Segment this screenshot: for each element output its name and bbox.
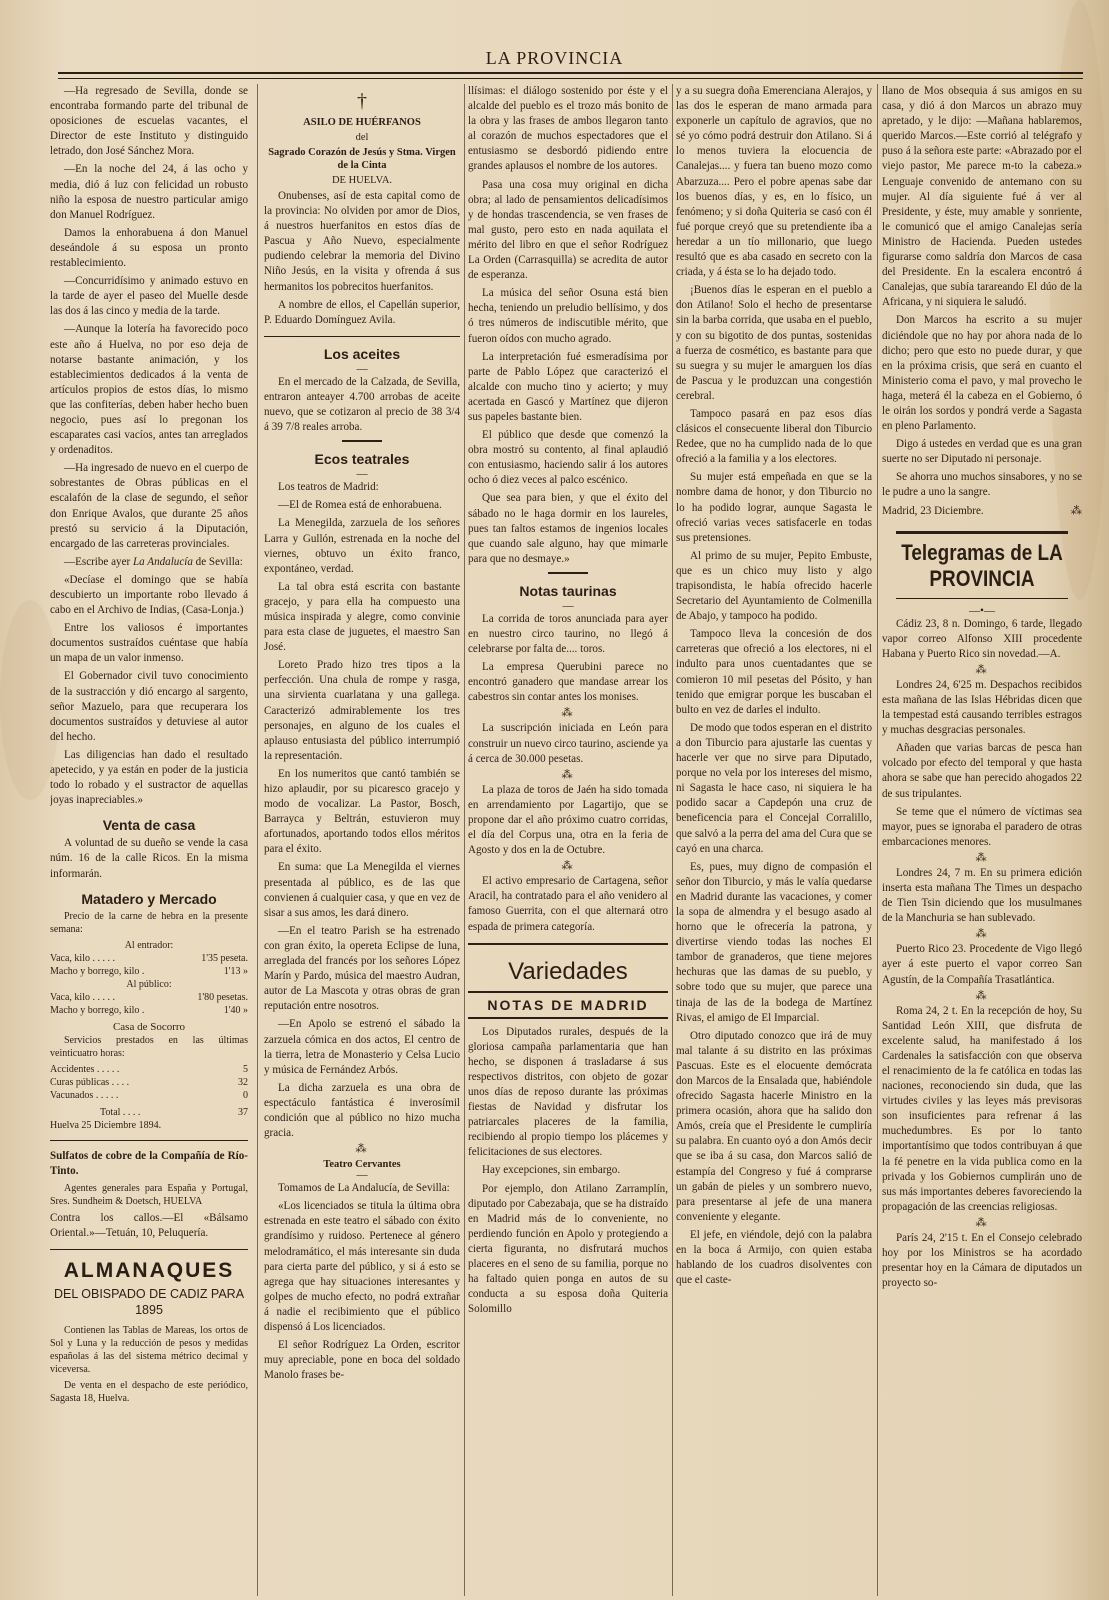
news-item: «Los licenciados se titula la última obra estrenada en este teatro el sábado con éxito grandísimo y ruidoso. Pertenece al género melodramático, el más interesante sin duda para cierta parte del público, y si á esto se agrega que hay situaciones interesantes y golpes de mucho efecto, no podrá extrañar á nadie el recibimiento que el público dispensó á Los licenciados. [264, 1200, 460, 1333]
news-item: Entre los valiosos é importantes documentos sustraídos cuéntase que había un mapa de un valor inmenso. [50, 622, 248, 665]
news-item: Por ejemplo, don Atilano Zarramplín, diputado por Cabezabaja, que se ha distraído en Madrid más de lo conveniente, no perdiendo función en Apolo y protegiendo a cierta figuranta, no disfrutará muchos placeres en el seno de su familia, porque no ha faltado quien ponga en autos de su conducta a su esposa doña Quiteria Solomillo [468, 1182, 668, 1316]
news-item: —En el teatro Parish se ha estrenado con gran éxito, la opereta Eclipse de luna, arreglada del francés por los señores López Marín y Pardo, música del maestro Audran, autor de La Mascota y otras obras de gran reputación entre nosotros. [264, 924, 460, 1013]
news-item: La suscripción iniciada en León para construir un nuevo circo taurino, asciende ya á cerca de 30.000 pesetas. [468, 722, 668, 765]
column-divider [877, 84, 878, 1596]
news-item: Es, pues, muy digno de compasión el señor don Tiburcio, y más le valía quedarse en Madrid durante las vacaciones, y comer la sopa de almendra y el besugo asado al horno que le ofrecería la patrona, y divertirse viendo todas las noches El tambor de granaderos, que tiene mejores hechuras que las damas de su pueblo, y sobre todo que su mujer, que parece una tinaja de las de la bodega de Martínez Rivas, el amigo de El Imparcial. [676, 860, 872, 1024]
section-heading-large: Variedades [508, 957, 628, 985]
divider [342, 440, 382, 442]
asterism-icon: ⁂ [975, 663, 989, 676]
news-item: Tampoco lleva la concesión de dos carreteras que ofreció a los electores, ni el indulto para unos cuentadantes que se comieron 10 mil pesetas del Pósito, y han tenido que emigrar porque les buscaban el bulto en vez de darles el indulto. [676, 628, 872, 716]
masthead: LA PROVINCIA [485, 48, 624, 68]
column-3: llísimas: el diálogo sostenido por éste y el alcalde del pueblo es el trozo más bonito de la obra y las frases de ambos llegaron tanto al corazón de muchos espectadores que el entusiasmo se desbordó pidiendo entre grandes aplausos el nombre de los autores. Pasa una cosa muy original en dicha obra; al lado de pensamientos delicadísimos y de hondas trascendencia, se ven frases de mal gusto, pero esto en nada aquilata el mérito del libro en que el señor Rodríguez La Orden (Carrasquilla) se acredita de autor de esperanza. La música del señor Osuna está bien hecha, teniendo un preludio bellísimo, y dos ó tres números de indiscutible mérito, que fueron oídos con mucho agrado. La interpretación fué esmeradísima por parte de Pablo López que caracterizó el alcalde con mucho tino y acierto; y muy acertada en Gascó y Martínez que dijeron sus papeles bastante bien. El público que desde que comenzó la obra mostró su contento, al final aplaudió con entusiasmo, haciendo salir á los autores ocho ó diez veces al palco escénico. Que sea para bien, y que el éxito del sábado no le haga dormir en los laureles, pues tan faltos estamos de ingenios locales que cuando sale alguno, hay que mimarle para que no desmaye.» Notas taurinas — La corrida de toros anunciada para ayer en nuestro circo taurino, no llegó á celebrarse por falta de.... toros. La empresa Querubini parece no encontró ganadero que mandase arrear los cabestros sin contar antes los monises. ⁂ La suscripción iniciada en León para construir un nuevo circo taurino, asciende ya á cerca de 30.000 pesetas. ⁂ La plaza de toros de Jaén ha sido tomada en arrendamiento por Lagartijo, que se propone dar el año próximo cuatro corridas, el día del Corpus una, otra en la feria de Agosto y dos en la de Octubre. ⁂ El activo empresario de Cartagena, señor Aracil, ha contratado para el año venidero al famoso Guerrita, con el que alternará otro espada de primera categoría. Variedades NOTAS DE MADRID Los Diputados rurales, después de la gloriosa campaña parlamentaria que han hecho, se disponen á trasladarse á sus respectivos distritos, con objeto de gozar unos días de reposo durante las próximas fiestas de Navidad y disfrutar los patriarcales placeres de la familia, recibiendo al propio tiempo los plácemes y felicitaciones de sus electores. Hay excepciones, sin embargo. Por ejemplo, don Atilano Zarramplín, diputado por Cabezabaja, que se ha distraído en Madrid más de lo conveniente, no perdiendo función en Apolo y protegiendo a cierta figuranta, no disfrutará muchos placeres en el seno de su familia, porque no ha faltado quien ponga en autos de su conducta a su esposa doña Quiteria Solomillo [468, 84, 668, 1596]
news-item: llísimas: el diálogo sostenido por éste y el alcalde del pueblo es el trozo más bonito de la obra y las frases de ambos llegaron tanto al corazón de muchos espectadores que el entusiasmo se desbordó pidiendo entre grandes aplausos el nombre de los autores. [468, 85, 668, 173]
news-item: Se ahorra uno muchos sinsabores, y no se le pudre a uno la sangre. [882, 471, 1082, 499]
telegram: Londres 24, 6'25 m. Despachos recibidos esta mañana de las Islas Hébridas dicen que la tempestad está causando terribles estragos y muchas desgracias personales. [882, 678, 1082, 737]
telegram: Puerto Rico 23. Procedente de Vigo llegó ayer á este puerto el vapor correo San Agustín, de la Compañía Trasatlántica. [882, 943, 1082, 986]
news-item: La corrida de toros anunciada para ayer en nuestro circo taurino, no llegó á celebrarse por falta de.... toros. [468, 612, 668, 656]
news-item: Loreto Prado hizo tres tipos a la perfección. Una chula de rompe y rasga, una sirvienta cuarlatana y una gallega. Caracterizó admirablemente los tres personajes, en alguno de los cuales el aplauso entusiasta del público interrumpió la representación. [264, 659, 460, 762]
almanac-subtitle: DEL OBISPADO DE CADIZ PARA 1895 [53, 1286, 245, 1317]
column-5: llano de Mos obsequia á sus amigos en su casa, y dió á don Marcos un abrazo muy apretado, y le dijo: —Mañana hablaremos, querido Marcos.—Este corrió al telégrafo y puso á la señora este parte: «Abrazado por el viejo pastor, Me parece m-to la cabeza.» Lenguaje convenido de antemano con su mujer. Al día siguiente fué á ver al Presidente, y éste, muy amable y sonriente, le comunicó que el amigo Canalejas sería Ministro de Hacienda. Pueden ustedes figurarse como saldría don Marcos de casa del Presidente. En la escalera encontró á Canalejas, que subía tarareando El dúo de la Africana, y ni siquiera le saludó. Don Marcos ha escrito a su mujer diciéndole que no hay por ahora nada de lo dicho; pero que esto no puede durar, y que en la próxima crisis, que será en cuanto el Ministerio coma el pavo, y mal provecho le haga, meterá él la cabeza en el Gobierno, ó le oirán los sordos y pondrá verde a Sagasta en pleno Parlamento. Digo á ustedes en verdad que es una gran suerte no ser Diputado ni personaje. Se ahorra uno muchos sinsabores, y no se le pudre a uno la sangre. Madrid, 23 Diciembre. ⁂ Telegramas de LA PROVINCIA —•— Cádiz 23, 8 n. Domingo, 6 tarde, llegado vapor correo Alfonso XIII procedente Habana y Puerto Rico sin novedad.—A. ⁂ Londres 24, 6'25 m. Despachos recibidos esta mañana de las Islas Hébridas dicen que la tempestad está causando terribles estragos y muchas desgracias personales. Añaden que varias barcas de pesca han volcado por efecto del temporal y que hasta ahora se sabe que han perecido ahogados 22 de sus tripulantes. Se teme que el número de víctimas sea mayor, pues se ignoraba el paradero de otras embarcaciones menores. ⁂ Londres 24, 7 m. En su primera edición inserta esta mañana The Times un despacho de Tien Tsin diciendo que los musulmanes de la Manchuria se han sublevado. ⁂ Puerto Rico 23. Procedente de Vigo llegó ayer á este puerto el vapor correo San Agustín, de la Compañía Trasatlántica. ⁂ Roma 24, 2 t. En la recepción de hoy, Su Santidad León XIII, que disfruta de excelente salud, ha manifestado á los Cardenales la satisfacción con que observa el renacimiento de la fe católica en todas las naciones, reconociendo sin duda, que las virtudes civiles y las leyes más previsoras son insuficientes para refrenar á las muchedumbres. Es por lo tanto importantísimo que todos contribuyan á que la fé penetre en la vida publica como en la privada y los Gobiernos cumplirán uno de sus más importantes deberes favoreciendo la propagación de las creencias religiosas. ⁂ París 24, 2'15 t. En el Consejo celebrado hoy por los Ministros se ha acordado presentar hoy en la Cámara de diputados un proyecto so- [882, 84, 1082, 1596]
telegram: Roma 24, 2 t. En la recepción de hoy, Su Santidad León XIII, que disfruta de excelente salud, ha manifestado á los Cardenales la satisfacción con que observa el renacimiento de la fe católica en todas las naciones, reconociendo sin duda, que las virtudes civiles y las leyes más previsoras son insuficientes para refrenar á las muchedumbres. Es por lo tanto importantísimo que todos contribuyan á que la fé penetre en la vida publica como en la privada y los Gobiernos cumplirán uno de sus más importantes deberes favoreciendo la propagación de las creencias religiosas. [882, 1004, 1082, 1213]
advert: Sulfatos de cobre de la Compañía de Río-Tinto. [50, 1149, 248, 1177]
news-item: La música del señor Osuna está bien hecha, teniendo un preludio bellísimo, y dos ó tres números de indiscutible mérito, que fueron oídos con mucho agrado. [468, 287, 668, 345]
news-item: Tomamos de La Andalucía, de Sevilla: [278, 1182, 450, 1195]
subsection-heading: Teatro Cervantes [323, 1159, 401, 1171]
section-heading-large: Telegramas de LA PROVINCIA [896, 531, 1068, 599]
news-item: —El de Romea está de enhorabuena. [278, 499, 442, 512]
news-item: Su mujer está empeñada en que se la nombre dama de honor, y don Tiburcio no lo ha podido lograr, aunque Sagasta le ofreció varias veces satisfacerle en todas sus pretensiones. [676, 471, 872, 544]
telegram: Se teme que el número de víctimas sea mayor, pues se ignoraba el paradero de otras embarcaciones menores. [882, 805, 1082, 848]
asterism-icon: ⁂ [975, 1216, 989, 1229]
news-item: El activo empresario de Cartagena, señor Aracil, ha contratado para el año venidero al famoso Guerrita, con el que alternará otro espada de primera categoría. [468, 875, 668, 933]
column-divider [672, 84, 673, 1596]
column-divider [464, 84, 465, 1596]
news-item: —En Apolo se estrenó el sábado la zarzuela cómica en dos actos, El centro de la tierra, letra de Monasterio y Celsa Lucio y música de Fernández Arbós. [264, 1018, 460, 1076]
asterism-icon: ⁂ [561, 707, 575, 720]
section-heading: Ecos teatrales [314, 451, 410, 468]
news-item: Pasa una cosa muy original en dicha obra; al lado de pensamientos delicadísimos y de hondas trascendencia, se ven frases de mal gusto, pero esto en nada aquilata el mérito del libro en que el señor Rodríguez La Orden (Carrasquilla) se acredita de autor de esperanza. [468, 178, 668, 282]
asterism-icon: ⁂ [975, 851, 989, 864]
ornament-icon: ⁂ [1070, 504, 1082, 517]
column-4 [676, 84, 872, 1596]
news-item: Los Diputados rurales, después de la gloriosa campaña parlamentaria que han hecho, se disponen á trasladarse á sus respectivos distritos, con objeto de gozar unos días de reposo durante las próximas fiestas de Navidad y disfrutar los patriarcales placeres de la familia, recibiendo al propio tiempo los plácemes y felicitaciones de sus electores. [468, 1025, 668, 1159]
news-item: Tampoco pasará en paz esos días clásicos el consecuente liberal don Tiburcio Redee, que no ha cumplido nada de lo que ofreció a la familia y a los electores. [676, 407, 872, 466]
news-item: La dicha zarzuela es una obra de espectáculo fantástica é inverosímil condición que al público no hizo mucha gracia. [264, 1081, 460, 1140]
news-item: El señor Rodríguez La Orden, escritor muy apreciable, pone en boca del soldado Manolo frases be- [264, 1339, 460, 1382]
news-item: —Ha ingresado de nuevo en el cuerpo de sobrestantes de Obras públicas en el escalafón de la clase de segundo, el señor don Enrique Avalos, que durante 25 años prestó su servicio á la Diputación, encargado de las carreteras provinciales. [50, 462, 248, 550]
advert: Contra los callos.—El «Bálsamo Oriental.»—Tetuán, 10, Peluquería. [50, 1211, 248, 1239]
column-1 [50, 84, 248, 1596]
divider [50, 1249, 248, 1250]
section-subheading: NOTAS DE MADRID [468, 991, 668, 1019]
divider [548, 572, 588, 574]
news-item: llano de Mos obsequia á sus amigos en su casa, y dió á don Marcos un abrazo muy apretado, y le dijo: —Mañana hablaremos, querido Marcos.—Este corrió al telégrafo y puso á la señora este parte: «Abrazado por el viejo pastor, Me parece m-to la cabeza.» Lenguaje convenido de antemano con su mujer. Al día siguiente fué á ver al Presidente, y éste, muy amable y sonriente, le comunicó que el amigo Canalejas sería Ministro de Hacienda. Pueden ustedes figurarse como saldría don Marcos de casa del Presidente. En la escalera encontró á Canalejas, que subía tarareando El dúo de la Africana, y ni siquiera le saludó. [882, 85, 1082, 309]
telegram: Londres 24, 7 m. En su primera edición inserta esta mañana The Times un despacho de Tien Tsin diciendo que los musulmanes de la Manchuria se han sublevado. [882, 866, 1082, 925]
news-item: —Concurridísimo y animado estuvo en la tarde de ayer el paseo del Muelle desde las dos á las cinco y media de la tarde. [50, 275, 248, 318]
cross-icon: † [357, 90, 367, 112]
news-item: La interpretación fué esmeradísima por parte de Pablo López que caracterizó el alcalde con mucho tino y acierto; y muy acertada en Gascó y Martínez que dijeron sus papeles bastante bien. [468, 350, 668, 423]
asterism-icon: ⁂ [975, 928, 989, 941]
asterism-icon: ⁂ [355, 1143, 369, 1156]
news-item: La tal obra está escrita con bastante gracejo, y para ella ha compuesto una música inspirada y alegre, como convinie para esta clase de juguetes, el maestro San José. [264, 580, 460, 654]
masthead-rule [58, 72, 1083, 79]
asterism-icon: ⁂ [561, 860, 575, 873]
asylum-title: ASILO DE HUÉRFANOS [303, 117, 421, 128]
asterism-icon: ⁂ [975, 989, 989, 1002]
news-item: —En la noche del 24, á las ocho y media, dió á luz con felicidad un robusto niño la esposa de nuestro particular amigo don Manuel Rodríguez. [50, 163, 248, 221]
news-item: En los numeritos que cantó también se hizo aplaudir, por su picaresco gracejo y modo de vocalizar. La Pastor, Bosch, Barrayca y Beltrán, estuvieron muy afortunados, aportando todos ellos méritos para el éxito. [264, 767, 460, 856]
market-prices: Precio de la carne de hebra en la presente semana: Al entrador: Vaca, kilo . . . . . 1'35 peseta. Macho y borrego, kilo . 1'13 » Al público: Vaca, kilo . . . . . 1'80 pesetas. Macho y borrego, kilo . 1'40 » Casa de Socorro Servicios prestados en las últimas veinticuatro horas: Accidentes . . . . . 5 Curas públicas . . . . 32 Vacunados . . . . . 0 Total . . . . 37 Huelva 25 Diciembre 1894. [50, 910, 248, 1131]
news-item: De modo que todos esperan en el distrito a don Tiburcio para ajustarle las cuentas y hacerle ver que no sirve para Diputado, porque no vela por los intereses del mismo, ni Sagasta le hace caso, ni siquiera le ha podido sacar a Capdepón una cruz de beneficencia para el Concejal Corralillo, que salvó a la perra del ama del Cura que se cayó en una charca. [676, 721, 872, 855]
news-item: ¡Buenos días le esperan en el pueblo a don Atilano! Solo el hecho de presentarse sin la barba corrida, que usaba en el pueblo, y con su bigotito de dos puntas, sostenidas a fuerza de cosmético, es bastante para que su suegra y su mujer le amarguen los días de Pascua y le produzcan una congestión cerebral. [676, 284, 872, 402]
news-item: —Escribe ayer La Andalucía de Sevilla: [64, 555, 243, 568]
almanac-text: De venta en el despacho de este periódico, Sagasta 18, Huelva. [50, 1379, 248, 1404]
news-item: La Menegilda, zarzuela de los señores Larra y Gullón, estrenada en la noche del viernes, obtuvo un éxito franco, expontáneo, verdad. [264, 517, 460, 575]
section-heading: Venta de casa [102, 817, 196, 834]
news-item: Que sea para bien, y que el éxito del sábado no le haga dormir en los laureles, pues tan faltos estamos de ingenios locales que cuando sale alguno, hay que mimarle para que no desmaye.» [468, 492, 668, 565]
column-2: † ASILO DE HUÉRFANOS del Sagrado Corazón de Jesús y Stma. Virgen de la Cinta DE HUELVA. Onubenses, así de esta capital como de la provincia: No olviden por amor de Dios, á nuestros huerfanitos en estos días de Pascua y Año Nuevo, especialmente pudiendo celebrar la memoria del Divino Niño Jesús, en la visita y ofrenda á sus hermanitos los pobrecitos huerfanitos. A nombre de ellos, el Capellán superior, P. Eduardo Domínguez Avila. Los aceites — En el mercado de la Calzada, de Sevilla, entraron anteayer 4.700 arrobas de aceite nuevo, que se cotizaron al precio de 38 3/4 á 39 7/8 reales arroba. Ecos teatrales — Los teatros de Madrid: —El de Romea está de enhorabuena. La Menegilda, zarzuela de los señores Larra y Gullón, estrenada en la noche del viernes, obtuvo un éxito franco, expontáneo, verdad. La tal obra está escrita con bastante gracejo, y para ella ha compuesto una música inspirada y alegre, como convinie para esta clase de juguetes, el maestro San José. Loreto Prado hizo tres tipos a la perfección. Una chula de rompe y rasga, una sirvienta cuarlatana y una gallega. Caracterizó admirablemente los tres personajes, en alguno de los cuales el aplauso entusiasta del público interrumpió la representación. En los numeritos que cantó también se hizo aplaudir, por su picaresco gracejo y modo de vocalizar. La Pastor, Bosch, Barrayca y Beltrán, estuvieron muy afortunados, aportando todos ellos méritos para el éxito. En suma: que La Menegilda el viernes presentada al público, es de las que convienen á cualquier casa, y que en vez de sisar a sus amos, les dará dinero. —En el teatro Parish se ha estrenado con gran éxito, la opereta Eclipse de luna, arreglada del francés por los señores López Marín y Pardo, música del maestro Audran, autor de La Mascota y otras obras de gran reputación entre nosotros. —En Apolo se estrenó el sábado la zarzuela cómica en dos actos, El centro de la tierra, letra de Monasterio y Celsa Lucio y música de Fernández Arbós. La dicha zarzuela es una obra de espectáculo fantástica é inverosímil condición que al público no hizo mucha gracia. ⁂ Teatro Cervantes — Tomamos de La Andalucía, de Sevilla: «Los licenciados se titula la última obra estrenada en este teatro el sábado con éxito grandísimo y ruidoso. Pertenece al género melodramático, el más interesante sin duda para cierta parte del público, y si á esto se agrega que hay situaciones interesantes y golpes de mucho efecto, no podrá extrañar á nadie el recibimiento que el público dispensó á Los licenciados. El señor Rodríguez La Orden, escritor muy apreciable, pone en boca del soldado Manolo frases be- [264, 84, 460, 1596]
section-heading: Matadero y Mercado [81, 890, 217, 907]
advert: Agentes generales para España y Portugal, Sres. Sundheim & Doetsch, HUELVA [50, 1182, 248, 1207]
almanac-text: Contienen las Tablas de Mareas, los ortos de Sol y Luna y la reducción de pesos y medidas españolas á las del sistema métrico decimal y viceversa. [50, 1324, 248, 1375]
news-item: Don Marcos ha escrito a su mujer diciéndole que no hay por ahora nada de lo dicho; pero que esto no puede durar, y que en la próxima crisis, que será en cuanto el Ministerio coma el pavo, y mal provecho le haga, meterá él la cabeza en el Gobierno, ó le oirán los sordos y pondrá verde a Sagasta en pleno Parlamento. [882, 314, 1082, 433]
divider [264, 336, 460, 337]
telegram: París 24, 2'15 t. En el Consejo celebrado hoy por los Ministros se ha acordado presentar hoy en la Cámara de diputados un proyecto so- [882, 1231, 1082, 1290]
dateline: Madrid, 23 Diciembre. ⁂ [882, 504, 1082, 519]
news-item: Damos la enhorabuena á don Manuel deseándole á su esposa un pronto restablecimiento. [50, 226, 248, 270]
news-item: Los teatros de Madrid: [278, 481, 379, 494]
news-item: Al primo de su mujer, Pepito Embuste, que es un chico muy listo y algo trapisondista, le había ofrecido hacerle Secretario del Ayuntamiento de Colmenilla de Abajo, y tampoco ha podido. [676, 549, 872, 623]
news-item: En suma: que La Menegilda el viernes presentada al público, es de las que convienen á cualquier casa, y que en vez de sisar a sus amos, les dará dinero. [264, 861, 460, 919]
asterism-icon: ⁂ [561, 768, 575, 781]
telegram: Cádiz 23, 8 n. Domingo, 6 tarde, llegado vapor correo Alfonso XIII procedente Habana y Puerto Rico sin novedad.—A. [882, 617, 1082, 660]
divider [468, 943, 668, 945]
news-item: Otro diputado conozco que irá de muy mal talante á su distrito en las próximas Pascuas. Este es el elocuente demócrata don Marcos de la Ensalada que, habiéndole ofrecido Sagasta hacerle Ministro en la primera ocasión, ahora que ha salido don Amós, creía que el Presidente le cumpliría su palabra. En cuanto oyó a don Amós decir que se iba á su casa, don Marcos salió de estampía del Congreso y fué á comprarse un gabán de pieles y un sombrero nuevo, para presentarse al jefe de una manera conveniente y elegante. [676, 1029, 872, 1223]
news-item: Las diligencias han dado el resultado apetecido, y ya están en poder de la justicia todo lo robado y el sustractor de aquellas joyas inapreciables.» [50, 748, 248, 807]
news-item: En el mercado de la Calzada, de Sevilla, entraron anteayer 4.700 arrobas de aceite nuevo, que se cotizaron al precio de 38 3/4 á 39 7/8 reales arroba. [264, 375, 460, 434]
classified-ad: A voluntad de su dueño se vende la casa núm. 16 de la calle Ricos. En la misma informarán. [50, 837, 248, 880]
column-divider [257, 84, 258, 1596]
news-item: —Aunque la lotería ha favorecido poco este año á Huelva, no por eso deja de notarse bastante animación, y los establecimientos dedicados á la venta de artículos propios de estos días, lo mismo que las confiterías, deben haber hecho buen negocio, pues así lo pregonan los escaparates casi vacíos, antes tan arreglados y ordenaditos. [50, 323, 248, 457]
news-item: Hay excepciones, sin embargo. [482, 1164, 621, 1177]
telegram: Añaden que varias barcas de pesca han volcado por efecto del temporal y que hasta ahora se sabe que han perecido ahogados 22 de sus tripulantes. [882, 742, 1082, 800]
news-item: La empresa Querubini parece no encontró ganadero que mandase arrear los cabestros sin contar antes los monises. [468, 661, 668, 704]
news-item: La plaza de toros de Jaén ha sido tomada en arrendamiento por Lagartijo, que se propone dar el año próximo cuatro corridas, el día del Corpus una, otra en la feria de Agosto y dos en la de Octubre. [468, 783, 668, 857]
notice-signature: A nombre de ellos, el Capellán superior, P. Eduardo Domínguez Avila. [264, 298, 460, 326]
almanac-title: ALMANAQUES [63, 1258, 235, 1282]
notice-text: Onubenses, así de esta capital como de la provincia: No olviden por amor de Dios, á nuestros huerfanitos en estos días de Pascua y Año Nuevo, especialmente pudiendo celebrar la memoria del Divino Niño Jesús, en la visita y ofrenda á sus hermanitos los pobrecitos huerfanitos. [264, 190, 460, 293]
section-heading: Notas taurinas [519, 582, 617, 599]
news-item: —Ha regresado de Sevilla, donde se encontraba formando parte del tribunal de oposiciones de escuelas vacantes, el Director de este Instituto y distinguido letrado, don José Sánchez Mora. [50, 85, 248, 158]
news-item: El Gobernador civil tuvo conocimiento de la sustracción y dió encargo al sargento, señor Mazuelo, para que recuperara los documentos sustraídos y detuviese al autor del hecho. [50, 670, 248, 743]
news-item: y a su suegra doña Emerenciana Alerajos, y las dos le esperan de mano armada para exponerle un capítulo de agravios, que no sé yo cómo podrá destruir don Atilano. Si á lo menos tuviera la elocuencia de Canalejas.... y fuera tan bueno mozo como Abarzuza.... Pero el pobre apenas sabe dar los buenos días, y es, en lo físico, un fenómeno; y si doña Quiteria se casó con él fué porque creyó que su pretendiente iba a heredar a un tío millonario, que luego resultó que es aba casado en secreto con la criada, y á ésta se lo ha dejado todo. [676, 85, 872, 279]
news-item: El público que desde que comenzó la obra mostró su contento, al final aplaudió con entusiasmo, haciendo salir á los autores ocho ó diez veces al palco escénico. [468, 429, 668, 487]
news-item: «Decíase el domingo que se había descubierto un importante robo llevado á cabo en el Archivo de Indias, (Casa-Lonja.) [50, 573, 248, 617]
divider [50, 1140, 248, 1141]
news-item: El jefe, en viéndole, dejó con la palabra en la boca á Armijo, con quien estaba hablando de los cuadros disolventes con que el caste- [676, 1228, 872, 1287]
news-item: Digo á ustedes en verdad que es una gran suerte no ser Diputado ni personaje. [882, 438, 1082, 466]
section-heading: Los aceites [323, 345, 401, 362]
